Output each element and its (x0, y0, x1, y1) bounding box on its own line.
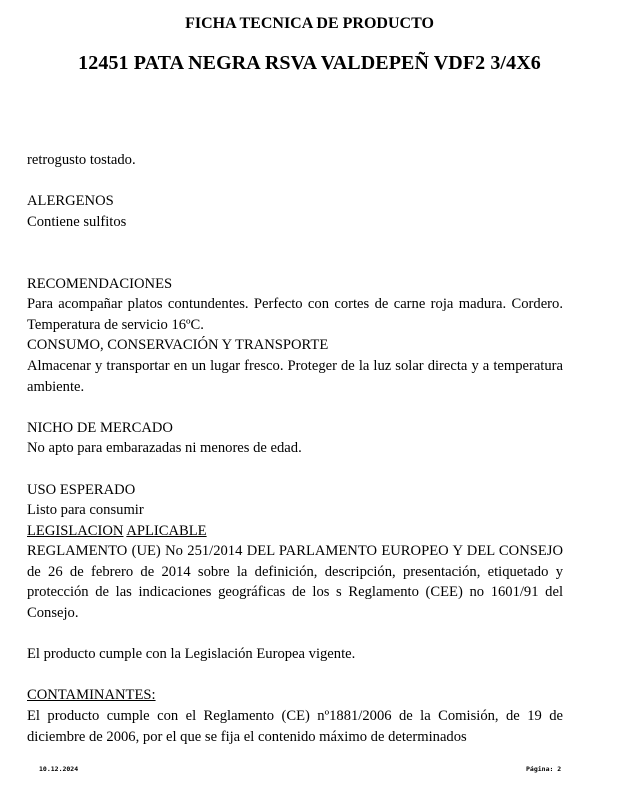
recomendaciones-heading: RECOMENDACIONES (27, 275, 173, 292)
contaminantes-text: El producto cumple con el Reglamento (CE) nº1881/2006 de la Comisión, de 19 de diciembre de 2006, por el que se fija el contenido máximo de determinados (27, 708, 563, 745)
consumo-heading: CONSUMO, CONSERVACIÓN Y TRANSPORTE (27, 337, 329, 354)
document-body (27, 150, 563, 747)
legislacion-heading (27, 521, 563, 542)
nicho-heading: NICHO DE MERCADO (27, 419, 173, 436)
uso-text: Listo para consumir (27, 502, 144, 519)
uso-heading: USO ESPERADO (27, 481, 136, 498)
legislacion-text: REGLAMENTO (UE) No 251/2014 DEL PARLAMENTO EUROPEO Y DEL CONSEJO de 26 de febrero de 2014 sobre la definición, descripción, presentación, etiquetado y protección de las indicaciones geográficas de los s Reglamento (CEE) no 1601/91 del Consejo. (27, 543, 563, 622)
legislacion-heading-word1: LEGISLACION (27, 522, 124, 539)
product-title: 12451 PATA NEGRA RSVA VALDEPEÑ VDF2 3/4X6 (78, 52, 541, 74)
nicho-text: No apto para embarazadas ni menores de edad. (27, 440, 302, 457)
footer-page-number: Página: 2 (526, 765, 562, 773)
contaminantes-heading: CONTAMINANTES: (27, 687, 156, 704)
document-title: FICHA TECNICA DE PRODUCTO (185, 15, 434, 32)
legislacion-cumple: El producto cumple con la Legislación Europea vigente. (27, 646, 356, 663)
legislacion-heading-word2: APLICABLE (126, 522, 207, 539)
footer-date: 10.12.2024 (39, 765, 79, 773)
alergenos-heading: ALERGENOS (27, 193, 114, 210)
recomendaciones-text: Para acompañar platos contundentes. Perfecto con cortes de carne roja madura. Cordero. Temperatura de servicio 16ºC. (27, 296, 563, 333)
intro-tail: retrogusto tostado. (27, 152, 136, 168)
alergenos-text: Contiene sulfitos (27, 213, 127, 230)
consumo-text: Almacenar y transportar en un lugar fresco. Proteger de la luz solar directa y a temperatura ambiente. (27, 357, 563, 395)
